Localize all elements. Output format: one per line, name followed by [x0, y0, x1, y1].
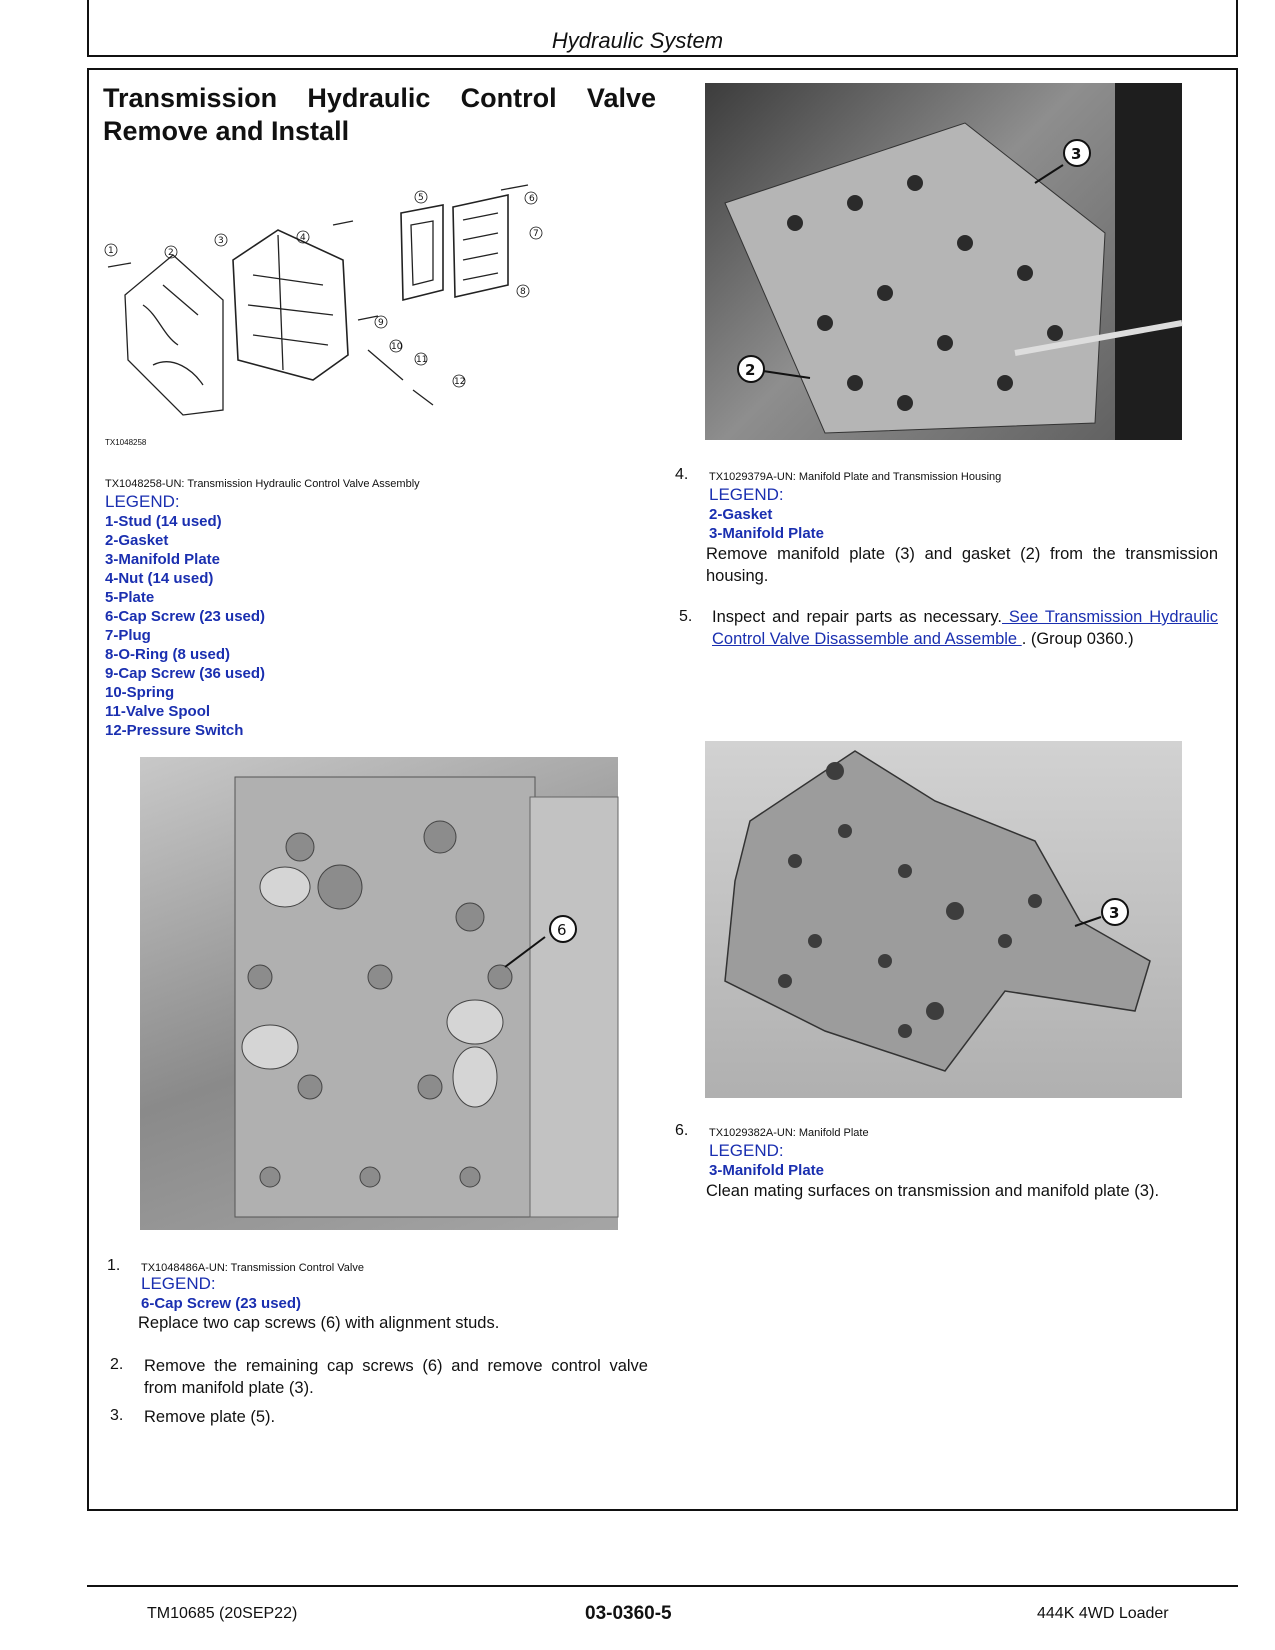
- legend-item: 11-Valve Spool: [105, 703, 211, 720]
- callout-4: 4: [300, 233, 306, 243]
- legend-item: 9-Cap Screw (36 used): [105, 665, 266, 682]
- page-title: [103, 82, 656, 148]
- assembly-caption: TX1048258-UN: Transmission Hydraulic Control Valve Assembly: [105, 478, 420, 490]
- page-number: 03-0360-5: [585, 1603, 672, 1624]
- legend-item: 4-Nut (14 used): [105, 570, 214, 587]
- callout-3: 3: [1109, 904, 1120, 922]
- machine-model: 444K 4WD Loader: [1037, 1605, 1169, 1622]
- manifold-legend: [709, 1141, 824, 1180]
- manifold-plate-photo: [705, 741, 1182, 1098]
- callout-7: 7: [533, 229, 539, 239]
- callout-11: 11: [416, 355, 428, 365]
- footer-rule: [87, 1585, 1238, 1587]
- legend-item: 6-Cap Screw (23 used): [105, 608, 266, 625]
- manifold-caption: TX1029382A-UN: Manifold Plate: [709, 1127, 869, 1139]
- legend-item: 12-Pressure Switch: [105, 722, 244, 739]
- step-1-text: Replace two cap screws (6) with alignment studs.: [138, 1314, 500, 1332]
- legend-heading: LEGEND:: [709, 485, 784, 504]
- control-valve-caption: TX1048486A-UN: Transmission Control Valve: [141, 1262, 364, 1274]
- callout-3: 3: [1071, 145, 1082, 163]
- legend-item: 1-Stud (14 used): [105, 513, 222, 530]
- step-2-text: Remove the remaining cap screws (6) and remove control valve from manifold plate (3).: [144, 1357, 648, 1397]
- manual-number: TM10685 (20SEP22): [147, 1605, 298, 1622]
- control-valve-legend: [141, 1274, 301, 1313]
- legend-item: 2-Gasket: [709, 506, 773, 523]
- disassemble-assemble-link[interactable]: See Transmission Hydraulic Control Valve Disassemble and Assemble: [712, 608, 1218, 648]
- callout-10: 10: [391, 342, 403, 352]
- legend-item: 6-Cap Screw (23 used): [141, 1295, 302, 1312]
- legend-item: 10-Spring: [105, 684, 175, 701]
- callout-8: 8: [520, 287, 526, 297]
- callout-6: 6: [557, 921, 567, 939]
- legend-item: 3-Manifold Plate: [105, 551, 221, 568]
- step-number: 1.: [107, 1257, 121, 1274]
- legend-item: 3-Manifold Plate: [709, 525, 825, 542]
- step-number: 5.: [679, 608, 693, 625]
- figure-code: TX1048258: [105, 438, 147, 447]
- callout-5: 5: [418, 193, 424, 203]
- title-line-2: Remove and Install: [103, 116, 350, 146]
- callout-2: 2: [168, 248, 174, 258]
- legend-item: 2-Gasket: [105, 532, 169, 549]
- callout-9: 9: [378, 318, 384, 328]
- step-5-text-before: Inspect and repair parts as necessary.: [712, 608, 1003, 626]
- step-number: 3.: [110, 1407, 124, 1424]
- legend-item: 3-Manifold Plate: [709, 1162, 825, 1179]
- step-6-text: Clean mating surfaces on transmission and manifold plate (3).: [706, 1182, 1160, 1200]
- section-header: Hydraulic System: [551, 28, 724, 53]
- step-5-text-after: . (Group 0360.): [1021, 630, 1134, 648]
- assembly-legend: [105, 492, 265, 740]
- housing-legend: [709, 485, 824, 543]
- step-5-text: [712, 606, 1218, 650]
- legend-heading: LEGEND:: [709, 1141, 784, 1160]
- manifold-housing-photo: [705, 83, 1182, 440]
- legend-item: 7-Plug: [105, 627, 151, 644]
- callout-1: 1: [108, 246, 114, 256]
- step-number: 6.: [675, 1122, 689, 1139]
- control-valve-photo: [140, 757, 618, 1230]
- step-3-text: Remove plate (5).: [144, 1408, 276, 1426]
- step-4-text: Remove manifold plate (3) and gasket (2) from the transmission housing.: [706, 545, 1218, 585]
- legend-heading: LEGEND:: [141, 1274, 216, 1293]
- title-line-1: Transmission Hydraulic Control Valve: [103, 83, 656, 113]
- legend-item: 8-O-Ring (8 used): [105, 646, 231, 663]
- callout-12: 12: [454, 377, 466, 387]
- legend-heading: LEGEND:: [105, 492, 180, 511]
- step-number: 4.: [675, 466, 689, 483]
- assembly-exploded-diagram: [103, 185, 539, 435]
- housing-caption: TX1029379A-UN: Manifold Plate and Transmission Housing: [709, 471, 1002, 483]
- callout-6: 6: [529, 194, 535, 204]
- callout-2: 2: [745, 361, 756, 379]
- callout-3: 3: [218, 236, 224, 246]
- step-number: 2.: [110, 1356, 124, 1373]
- legend-item: 5-Plate: [105, 589, 155, 606]
